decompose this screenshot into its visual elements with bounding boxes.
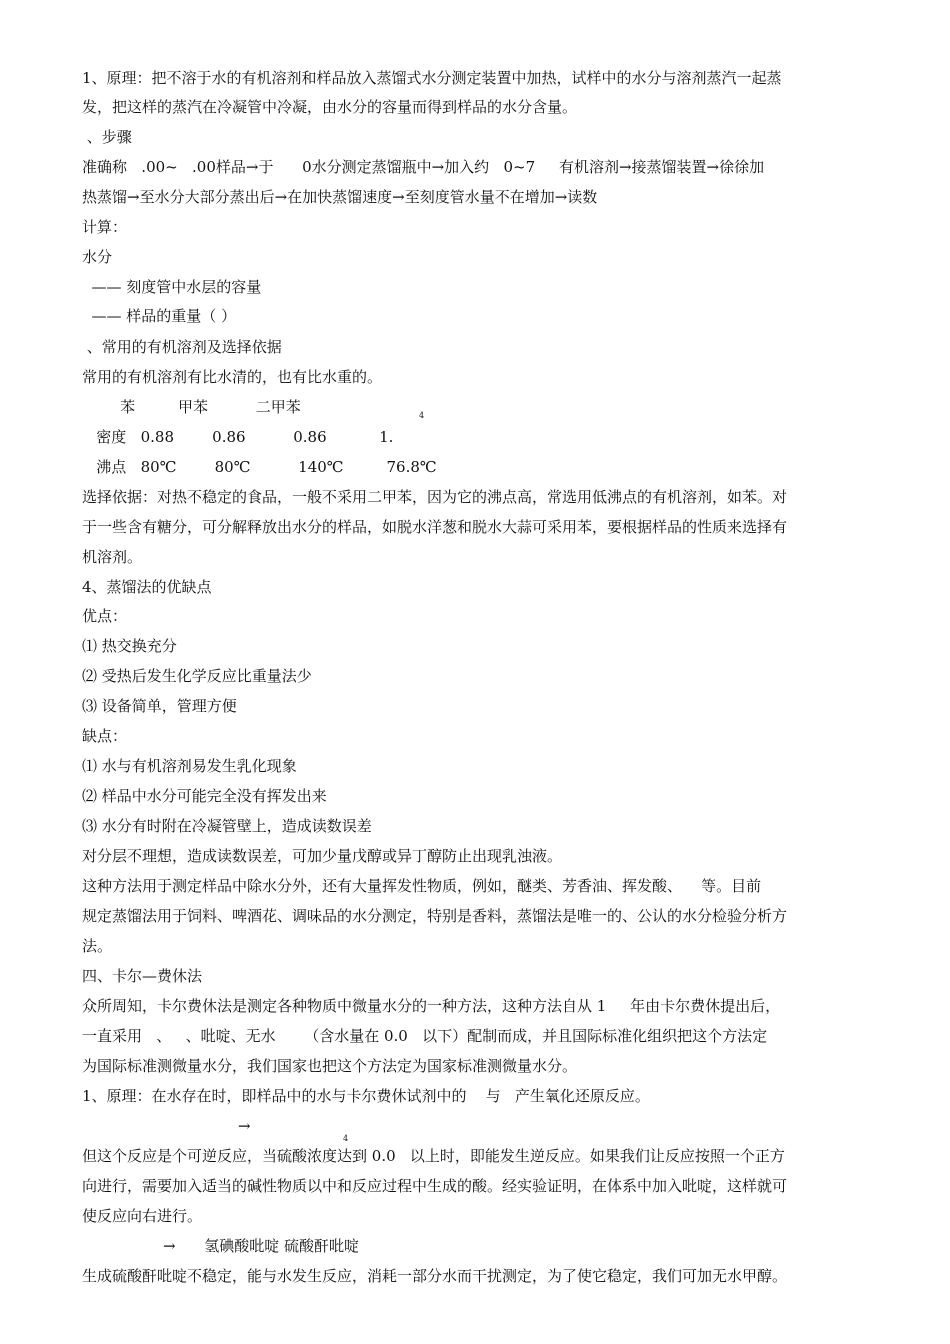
table-row-density: 密度 0.88 0.86 0.86 1.: [82, 428, 394, 446]
text-line: 优点：: [82, 607, 128, 625]
text-line: 1、原理：在水存在时，即样品中的水与卡尔费休试剂中的 与 产生氧化还原反应。: [82, 1087, 650, 1105]
text-line: 选择依据：对热不稳定的食品，一般不采用二甲苯，因为它的沸点高，常选用低沸点的有机溶剂，如苯。对: [82, 488, 788, 506]
text-line: 于一些含有糖分，可分解释放出水分的样品，如脱水洋葱和脱水大蒜可采用苯，要根据样品的性质来选择有: [82, 518, 788, 536]
list-item: ⑶ 水分有时附在冷凝管壁上，造成读数误差: [82, 817, 372, 835]
list-item: ⑴ 水与有机溶剂易发生乳化现象: [82, 757, 297, 775]
list-item: ⑵ 样品中水分可能完全没有挥发出来: [82, 787, 327, 805]
text-line: 准确称 .00~ .00样品→于 0水分测定蒸馏瓶中→加入约 0~7 有机溶剂→接蒸馏装置→徐徐加: [82, 158, 765, 176]
text-line: 对分层不理想，造成读数误差，可加少量戊醇或异丁醇防止出现乳浊液。: [82, 847, 563, 865]
text-line: 但这个反应是个可逆反应，当硫酸浓度达到 0.0 以上时，即能发生逆反应。如果我们让反应按照一个正方: [82, 1147, 785, 1165]
text-line: 1、原理：把不溶于水的有机溶剂和样品放入蒸馏式水分测定装置中加热，试样中的水分与溶剂蒸汽一起蒸: [82, 69, 782, 87]
reaction-line: → 氢碘酸吡啶 硫酸酐吡啶: [82, 1237, 360, 1255]
table-row-boiling-point: 沸点 80℃ 80℃ 140℃ 76.8℃: [82, 458, 437, 476]
text-line: 法。: [82, 937, 113, 955]
reaction-arrow: →: [238, 1117, 251, 1135]
text-line: 向进行，需要加入适当的碱性物质以中和反应过程中生成的酸。经实验证明，在体系中加入吡啶，这样就可: [82, 1177, 788, 1195]
text-line: 这种方法用于测定样品中除水分外，还有大量挥发性物质，例如，醚类、芳香油、挥发酸、 等。目前: [82, 877, 762, 895]
text-line: 发，把这样的蒸汽在冷凝管中冷凝，由水分的容量而得到样品的水分含量。: [82, 98, 578, 116]
section-heading: 四、卡尔—费休法: [82, 967, 203, 985]
text-line: 机溶剂。: [82, 548, 143, 566]
section-heading: 、常用的有机溶剂及选择依据: [82, 338, 282, 356]
text-line: —— 样品的重量（ ）: [82, 307, 237, 325]
list-item: ⑶ 设备简单，管理方便: [82, 697, 237, 715]
text-line: 为国际标准测微量水分，我们国家也把这个方法定为国家标准测微量水分。: [82, 1057, 578, 1075]
section-heading: 、步骤: [82, 128, 132, 146]
text-line: 常用的有机溶剂有比水清的，也有比水重的。: [82, 368, 383, 386]
text-line: 计算：: [82, 218, 128, 236]
text-line: 众所周知，卡尔费休法是测定各种物质中微量水分的一种方法，这种方法自从 1 年由卡尔费休提出后，: [82, 997, 781, 1015]
text-line: 缺点：: [82, 727, 128, 745]
list-item: ⑵ 受热后发生化学反应比重量法少: [82, 667, 312, 685]
text-line: 生成硫酸酐吡啶不稳定，能与水发生反应，消耗一部分水而干扰测定，为了使它稳定，我们可加无水甲醇。: [82, 1267, 788, 1285]
text-line: 一直采用 、 、吡啶、无水 （含水量在 0.0 以下）配制而成，并且国际标准化组织把这个方法定: [82, 1027, 768, 1045]
text-line: 使反应向右进行。: [82, 1207, 203, 1225]
text-line: 规定蒸馏法用于饲料、啤酒花、调味品的水分测定，特别是香料，蒸馏法是唯一的、公认的水分检验分析方: [82, 907, 788, 925]
subscript-mark: 4: [343, 1134, 349, 1143]
text-line: —— 刻度管中水层的容量: [82, 278, 262, 296]
subscript-mark: 4: [419, 411, 425, 420]
text-line: 热蒸馏→至水分大部分蒸出后→在加快蒸馏速度→至刻度管水量不在增加→读数: [82, 188, 598, 206]
list-item: ⑴ 热交换充分: [82, 637, 177, 655]
section-heading: 4、蒸馏法的优缺点: [82, 578, 212, 596]
text-line: 水分: [82, 248, 113, 266]
table-header-row: 苯 甲苯 二甲苯: [82, 398, 301, 416]
